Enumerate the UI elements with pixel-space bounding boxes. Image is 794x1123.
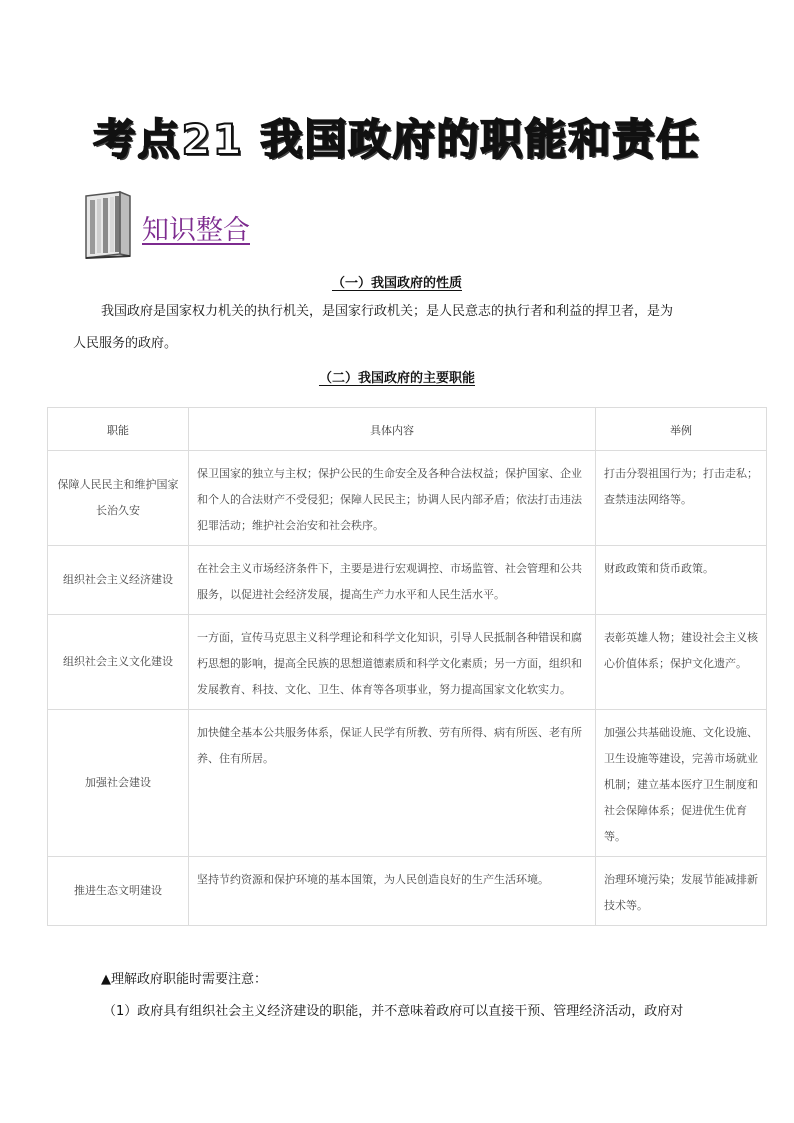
page-title: 考点21 我国政府的职能和责任: [93, 115, 701, 164]
example-cell: 加强公共基础设施、文化设施、卫生设施等建设，完善市场就业机制；建立基本医疗卫生制度和社会保障体系；促进优生优育等。: [596, 710, 767, 857]
function-cell: 组织社会主义文化建设: [48, 615, 189, 710]
table-row: [48, 857, 767, 926]
part1-line1: 我国政府是国家权力机关的执行机关，是国家行政机关；是人民意志的执行者和利益的捍卫者，是为: [101, 304, 674, 319]
table-row: [48, 546, 767, 615]
function-cell: 推进生态文明建设: [48, 857, 189, 926]
functions-table: [47, 407, 767, 926]
table-row: [48, 710, 767, 857]
header-example: 举例: [596, 408, 767, 451]
table-header-row: [48, 408, 767, 451]
content-cell: 加快健全基本公共服务体系，保证人民学有所教、劳有所得、病有所医、老有所养、住有所居。: [189, 710, 596, 857]
part2-heading: （二）我国政府的主要职能: [318, 371, 475, 386]
content-cell: 保卫国家的独立与主权；保护公民的生命安全及各种合法权益；保护国家、企业和个人的合法财产不受侵犯；保障人民民主；协调人民内部矛盾；依法打击违法犯罪活动；维护社会治安和社会秩序。: [189, 451, 596, 546]
content-cell: 一方面，宣传马克思主义科学理论和科学文化知识，引导人民抵制各种错误和腐朽思想的影响，提高全民族的思想道德素质和科学文化素质；另一方面，组织和发展教育、科技、文化、卫生、体育等各项事业，努力提高国家文化软实力。: [189, 615, 596, 710]
section-label: 知识整合: [142, 215, 250, 246]
content-cell: 坚持节约资源和保护环境的基本国策，为人民创造良好的生产生活环境。: [189, 857, 596, 926]
example-cell: 财政政策和货币政策。: [596, 546, 767, 615]
table-row: [48, 615, 767, 710]
section-heading: [80, 190, 380, 260]
example-cell: 打击分裂祖国行为；打击走私；查禁违法网络等。: [596, 451, 767, 546]
table-row: [48, 451, 767, 546]
content-cell: 在社会主义市场经济条件下，主要是进行宏观调控、市场监管、社会管理和公共服务，以促进社会经济发展，提高生产力水平和人民生活水平。: [189, 546, 596, 615]
note-item-1: （1）政府具有组织社会主义经济建设的职能，并不意味着政府可以直接干预、管理经济活动，政府对: [103, 1004, 684, 1019]
part1-line2: 人民服务的政府。: [73, 336, 178, 351]
example-cell: 表彰英雄人物；建设社会主义核心价值体系；保护文化遗产。: [596, 615, 767, 710]
book-icon: [80, 190, 136, 260]
function-cell: 组织社会主义经济建设: [48, 546, 189, 615]
function-cell: 加强社会建设: [48, 710, 189, 857]
note-heading: ▲理解政府职能时需要注意：: [101, 972, 267, 987]
function-cell: 保障人民民主和维护国家长治久安: [48, 451, 189, 546]
example-cell: 治理环境污染；发展节能减排新技术等。: [596, 857, 767, 926]
part1-heading: （一）我国政府的性质: [331, 276, 462, 291]
header-content: 具体内容: [189, 408, 596, 451]
header-function: 职能: [48, 408, 189, 451]
